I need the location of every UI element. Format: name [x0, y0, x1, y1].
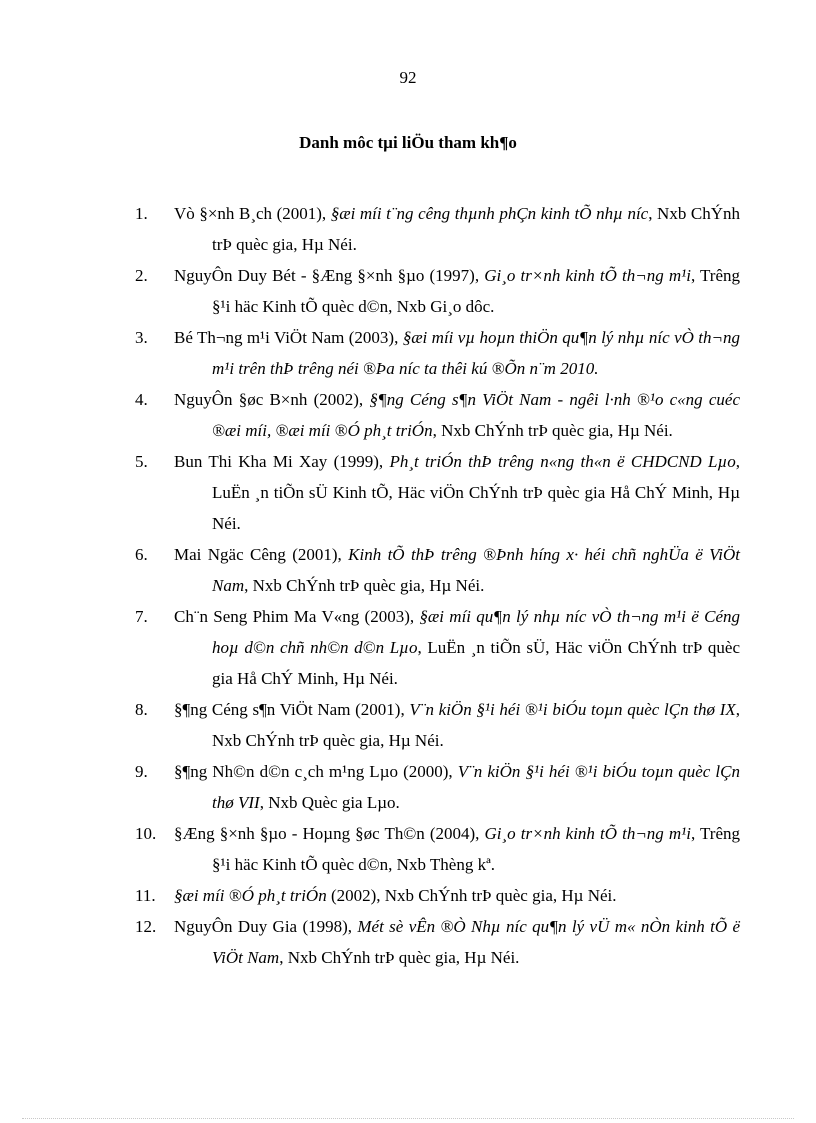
reference-author: §¶ng Nh©n d©n c¸ch m¹ng Lµo (2000),	[174, 762, 458, 781]
reference-text	[174, 756, 740, 818]
reference-item	[128, 694, 740, 756]
reference-author: Bé Th¬ng m¹i ViÖt Nam (2003),	[174, 328, 403, 347]
reference-number: 8.	[135, 700, 148, 719]
reference-number: 4.	[135, 390, 148, 409]
reference-item	[128, 601, 740, 694]
reference-item	[128, 911, 740, 973]
reference-item	[128, 539, 740, 601]
reference-publisher: , LuËn ¸n tiÕn sÜ Kinh tÕ, Häc viÖn ChÝnh trÞ quèc gia Hå ChÝ Minh, Hµ Néi.	[212, 452, 740, 533]
reference-publisher: , Trêng §¹i häc Kinh tÕ quèc d©n, Nxb Gi¸o dôc.	[212, 266, 741, 316]
footer-divider	[22, 1118, 794, 1119]
reference-number: 7.	[135, 607, 148, 626]
reference-publisher: , LuËn ¸n tiÕn sÜ, Häc viÖn ChÝnh trÞ quèc gia Hå ChÝ Minh, Hµ Néi.	[212, 638, 740, 688]
reference-author: NguyÔn Duy Gia (1998),	[174, 917, 358, 936]
reference-title: Mét sè vÊn ®Ò Nhµ níc qu¶n lý vÜ m« nÒn kinh tÕ ë ViÖt Nam	[212, 917, 741, 967]
reference-author: NguyÔn §øc B×nh (2002),	[174, 390, 370, 409]
reference-publisher: , Nxb Quèc gia Lµo.	[259, 793, 400, 812]
reference-number: 5.	[135, 452, 148, 471]
reference-publisher: , Nxb ChÝnh trÞ quèc gia, Hµ Néi.	[432, 421, 673, 440]
reference-author: Ch¨n Seng Phim Ma V«ng (2003),	[174, 607, 420, 626]
reference-author: Bun Thi Kha Mi Xay (1999),	[174, 452, 390, 471]
reference-number: 12.	[135, 917, 157, 936]
page-title: Danh môc tµi liÖu tham kh¶o	[299, 133, 517, 152]
reference-text	[174, 818, 740, 880]
reference-publisher: (2002), Nxb ChÝnh trÞ quèc gia, Hµ Néi.	[326, 886, 617, 905]
reference-author: Vò §×nh B¸ch (2001),	[174, 204, 331, 223]
reference-item	[128, 322, 740, 384]
reference-text	[174, 322, 740, 384]
reference-title: §æi míi t¨ng cêng thµnh phÇn kinh tÕ nhµ níc	[330, 204, 649, 223]
reference-text	[174, 880, 740, 911]
reference-number: 10.	[135, 824, 157, 843]
reference-item	[128, 756, 740, 818]
reference-text	[174, 260, 740, 322]
reference-item	[128, 260, 740, 322]
reference-text	[174, 198, 740, 260]
reference-title: Kinh tÕ thÞ trêng ®Þnh híng x· héi chñ nghÜa ë ViÖt Nam	[212, 545, 740, 595]
reference-author: NguyÔn Duy Bét - §Æng §×nh §µo (1997),	[174, 266, 485, 285]
reference-item	[128, 818, 740, 880]
reference-title: Gi¸o tr×nh kinh tÕ th¬ng m¹i	[484, 266, 691, 285]
reference-item	[128, 198, 740, 260]
reference-text	[174, 384, 740, 446]
reference-number: 3.	[135, 328, 148, 347]
reference-author: §Æng §×nh §µo - Hoµng §øc Th©n (2004),	[174, 824, 485, 843]
reference-text	[174, 694, 740, 756]
reference-list	[128, 198, 740, 973]
reference-text	[174, 539, 740, 601]
reference-title: Gi¸o tr×nh kinh tÕ th¬ng m¹i	[484, 824, 691, 843]
reference-number: 6.	[135, 545, 148, 564]
reference-number: 2.	[135, 266, 148, 285]
reference-author: Mai Ngäc Cêng (2001),	[174, 545, 349, 564]
reference-title: §æi míi ®Ó ph¸t triÓn	[174, 886, 327, 905]
reference-title: Ph¸t triÓn thÞ trêng n«ng th«n ë CHDCND Lµo	[389, 452, 736, 471]
reference-title: §æi míi vµ hoµn thiÖn qu¶n lý nhµ níc vÒ th¬ng m¹i trên thÞ trêng néi ®Þa níc ta thêi kú ®Õn n¨m 2010.	[212, 328, 740, 378]
reference-item	[128, 446, 740, 539]
reference-item	[128, 384, 740, 446]
reference-title: §æi míi qu¶n lý nhµ níc vÒ th¬ng m¹i ë Céng hoµ d©n chñ nh©n d©n Lµo	[212, 607, 740, 657]
reference-title: V¨n kiÖn §¹i héi ®¹i biÓu toµn quèc lÇn thø VII	[212, 762, 740, 812]
reference-text	[174, 446, 740, 539]
reference-number: 1.	[135, 204, 148, 223]
reference-number: 9.	[135, 762, 148, 781]
reference-title: V¨n kiÖn §¹i héi ®¹i biÓu toµn quèc lÇn thø IX	[409, 700, 736, 719]
reference-number: 11.	[135, 886, 156, 905]
page-number: 92	[399, 68, 417, 87]
reference-text	[174, 911, 740, 973]
reference-publisher: , Nxb ChÝnh trÞ quèc gia, Hµ Néi.	[244, 576, 485, 595]
reference-publisher: , Nxb ChÝnh trÞ quèc gia, Hµ Néi.	[212, 700, 741, 750]
reference-publisher: , Nxb ChÝnh trÞ quèc gia, Hµ Néi.	[279, 948, 520, 967]
reference-publisher: , Trêng §¹i häc Kinh tÕ quèc d©n, Nxb Thèng kª.	[212, 824, 740, 874]
reference-title: §¶ng Céng s¶n ViÖt Nam - ngêi l·nh ®¹o c«ng cuéc ®æi míi, ®æi míi ®Ó ph¸t triÓn	[212, 390, 740, 440]
reference-publisher: , Nxb ChÝnh trÞ quèc gia, Hµ Néi.	[212, 204, 740, 254]
reference-item	[128, 880, 740, 911]
reference-author: §¶ng Céng s¶n ViÖt Nam (2001),	[174, 700, 410, 719]
reference-text	[174, 601, 740, 694]
